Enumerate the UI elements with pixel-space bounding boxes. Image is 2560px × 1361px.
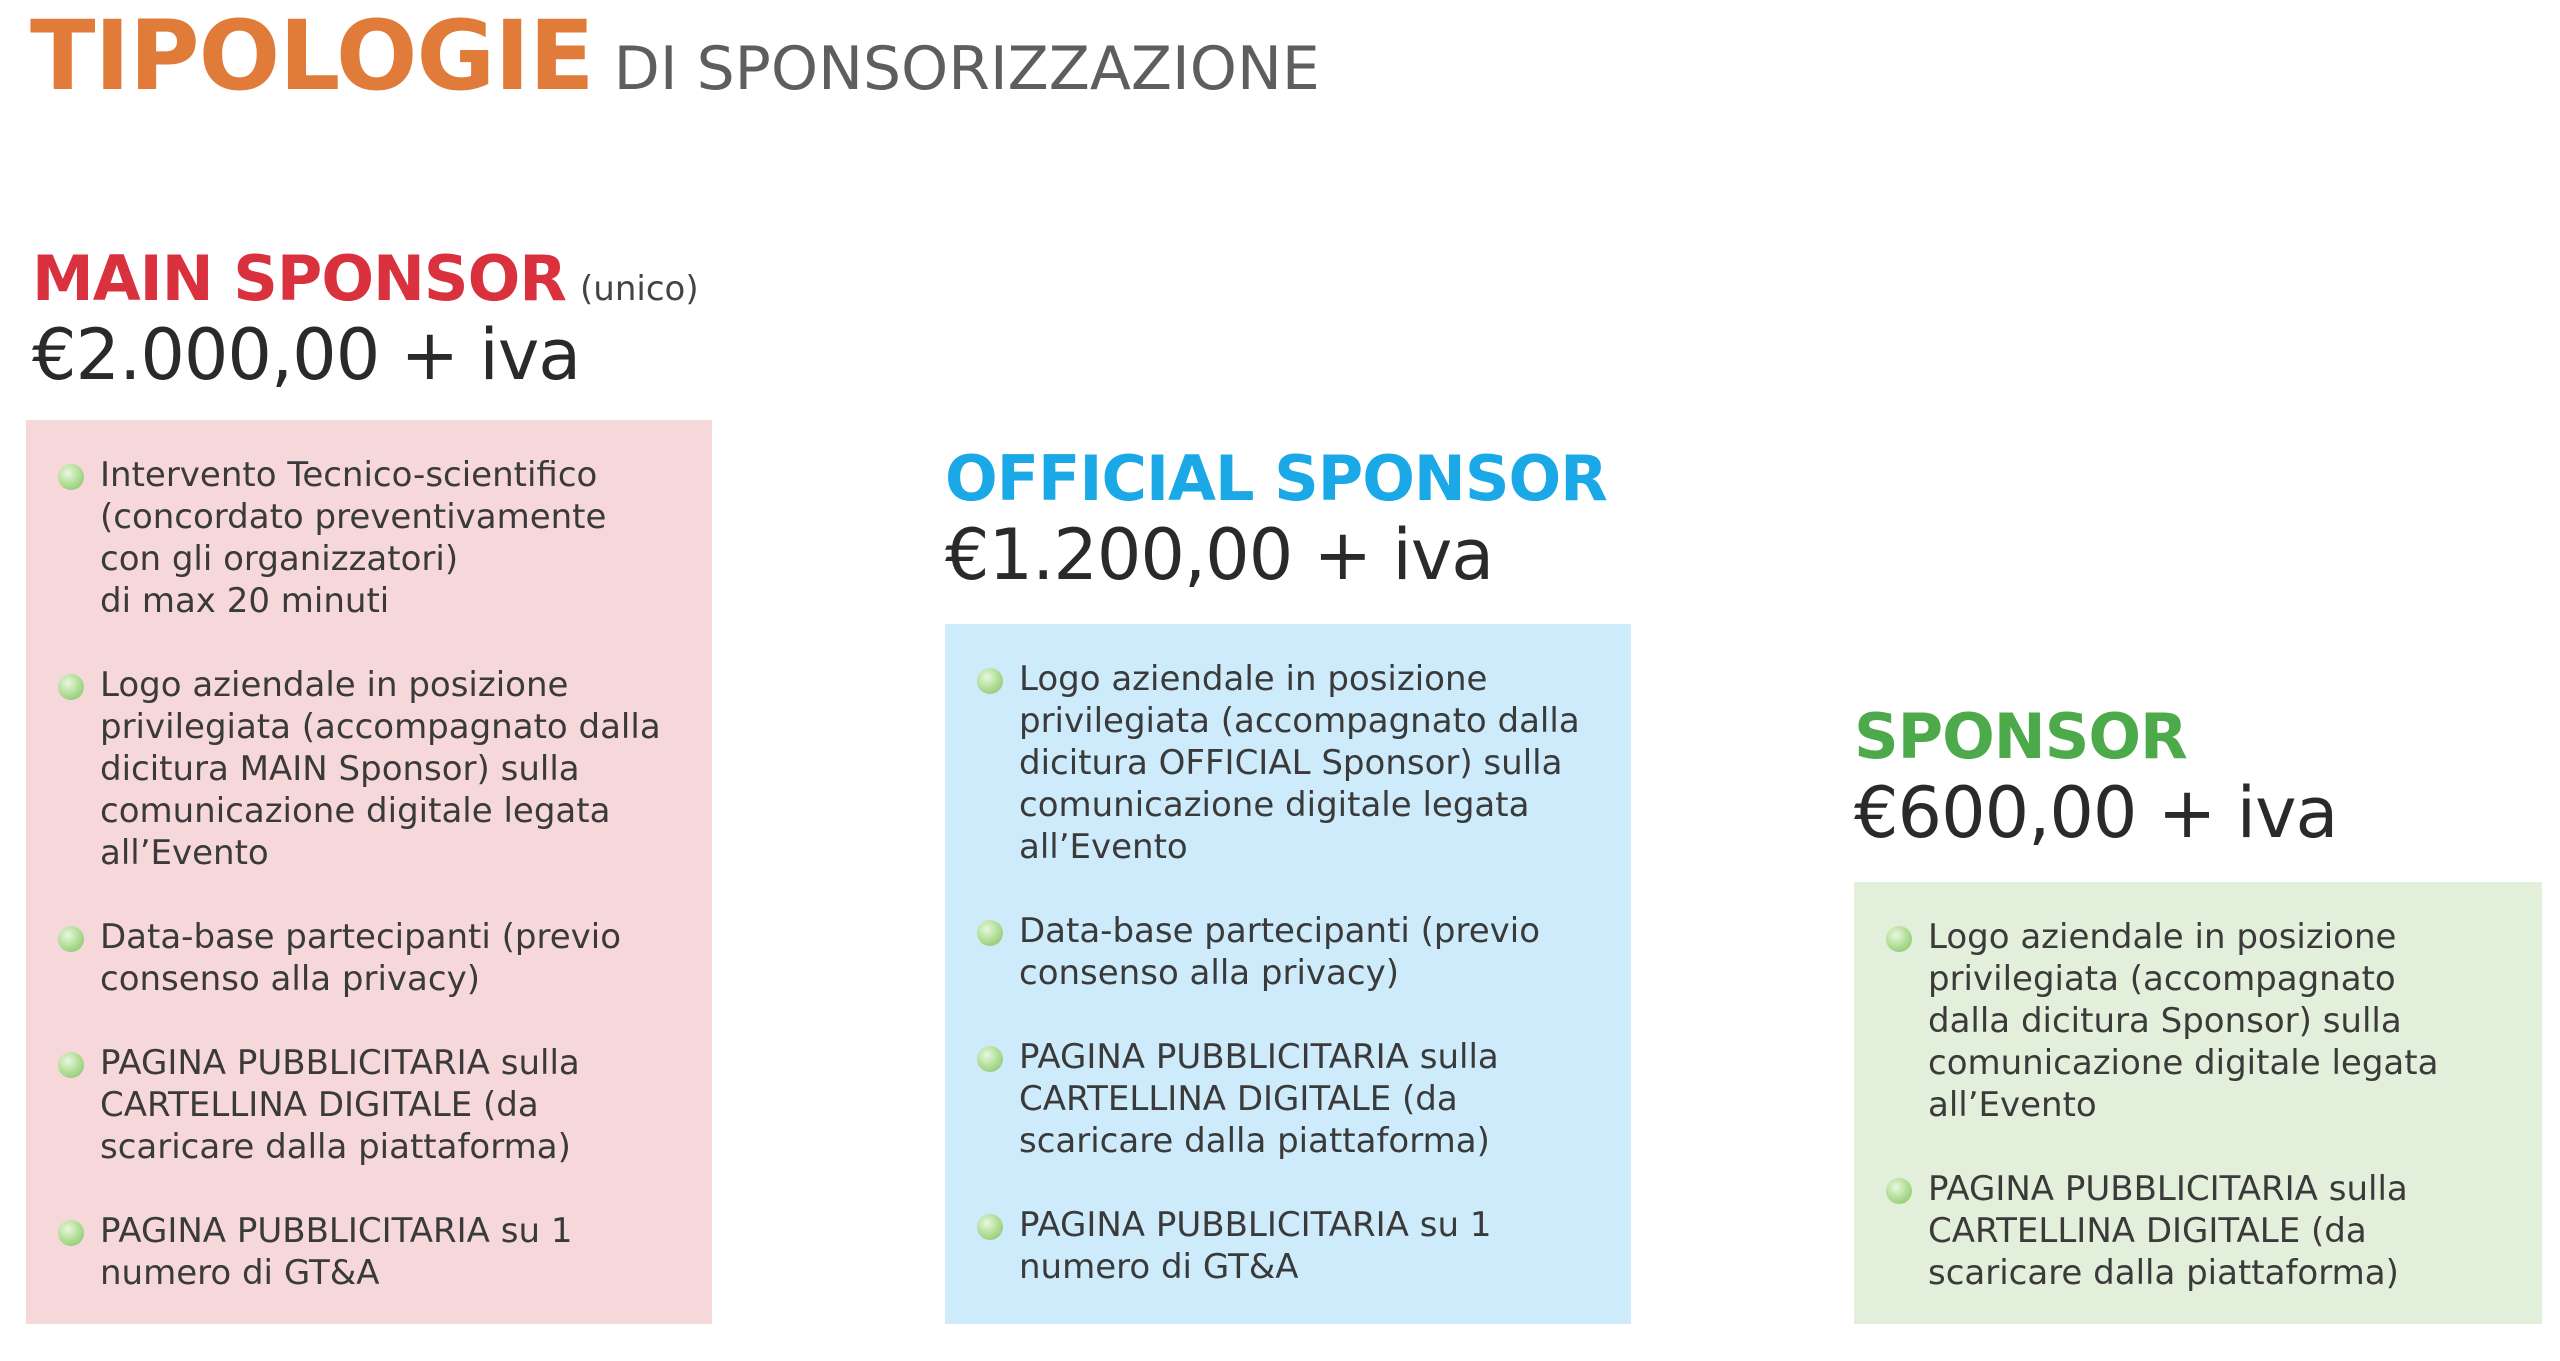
benefit-item — [1886, 916, 2518, 1126]
page-title-sub: DI SPONSORIZZAZIONE — [613, 34, 1320, 104]
benefit-text: PAGINA PUBBLICITARIA su 1 numero di GT&A — [100, 1211, 573, 1293]
benefit-text: PAGINA PUBBLICITARIA su 1 numero di GT&A — [1019, 1205, 1492, 1287]
sponsor-price: €600,00 + iva — [1854, 772, 2338, 854]
benefit-text: Data-base partecipanti (previo consenso alla privacy) — [100, 917, 622, 999]
green-bullet-icon — [977, 1046, 1003, 1072]
green-bullet-icon — [1886, 926, 1912, 952]
main-sponsor-name: MAIN SPONSOR — [32, 242, 567, 315]
green-bullet-icon — [977, 920, 1003, 946]
official-sponsor-name: OFFICIAL SPONSOR — [945, 442, 1607, 515]
green-bullet-icon — [977, 1214, 1003, 1240]
official-sponsor-benefits — [945, 624, 1631, 1324]
benefit-text: Logo aziendale in posizione privilegiata (accompagnato dalla dicitura OFFICIAL Sponsor) sulla comunicazione digitale legata all’Evento — [1019, 659, 1580, 867]
green-bullet-icon — [1886, 1178, 1912, 1204]
benefit-text: Logo aziendale in posizione privilegiata (accompagnato dalla dicitura Sponsor) sulla comunicazione digitale legata all’Evento — [1928, 917, 2439, 1125]
main-sponsor-note: (unico) — [580, 269, 699, 309]
sponsor-name: SPONSOR — [1854, 700, 2187, 773]
benefit-text: Logo aziendale in posizione privilegiata (accompagnato dalla dicitura MAIN Sponsor) sulla comunicazione digitale legata all’Evento — [100, 665, 661, 873]
benefit-item — [977, 910, 1607, 994]
main-sponsor-header — [32, 242, 699, 396]
page-title-main: TIPOLOGIE — [30, 0, 594, 112]
benefit-item — [58, 664, 688, 874]
benefit-item — [58, 454, 688, 622]
official-sponsor-price: €1.200,00 + iva — [945, 514, 1494, 596]
benefit-text: PAGINA PUBBLICITARIA sulla CARTELLINA DIGITALE (da scaricare dalla piattaforma) — [100, 1043, 580, 1167]
benefit-item — [1886, 1168, 2518, 1294]
page-title — [30, 0, 1320, 112]
benefit-item — [977, 1036, 1607, 1162]
green-bullet-icon — [58, 1052, 84, 1078]
main-sponsor-benefits — [26, 420, 712, 1324]
green-bullet-icon — [58, 926, 84, 952]
official-sponsor-header — [945, 442, 1607, 596]
benefit-text: Intervento Tecnico-scientifico (concordato preventivamente con gli organizzatori) di max 20 minuti — [100, 455, 607, 621]
benefit-item — [977, 1204, 1607, 1288]
green-bullet-icon — [977, 668, 1003, 694]
sponsor-benefits — [1854, 882, 2542, 1324]
benefit-item — [977, 658, 1607, 868]
sponsor-header — [1854, 700, 2338, 854]
green-bullet-icon — [58, 674, 84, 700]
benefit-item — [58, 916, 688, 1000]
green-bullet-icon — [58, 464, 84, 490]
benefit-item — [58, 1042, 688, 1168]
benefit-item — [58, 1210, 688, 1294]
main-sponsor-price: €2.000,00 + iva — [32, 314, 581, 396]
benefit-text: PAGINA PUBBLICITARIA sulla CARTELLINA DIGITALE (da scaricare dalla piattaforma) — [1928, 1169, 2408, 1293]
benefit-text: PAGINA PUBBLICITARIA sulla CARTELLINA DIGITALE (da scaricare dalla piattaforma) — [1019, 1037, 1499, 1161]
green-bullet-icon — [58, 1220, 84, 1246]
benefit-text: Data-base partecipanti (previo consenso alla privacy) — [1019, 911, 1541, 993]
